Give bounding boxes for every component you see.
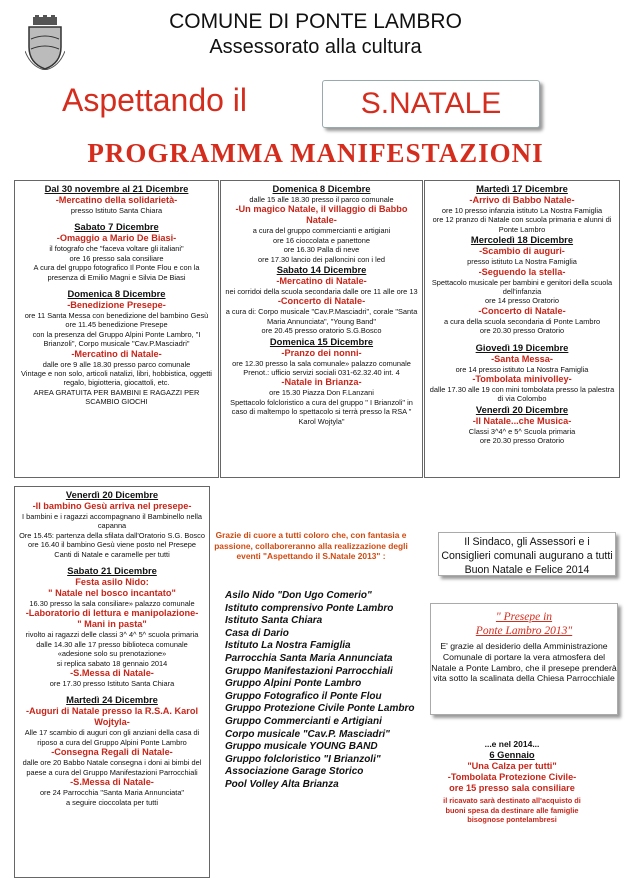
event-detail: A cura del gruppo fotografico Il Ponte Flou e con la presenza di Emilio Magni e Silvia De Biasi (33, 263, 200, 282)
event-title: -Mercatino della solidarietà- (55, 195, 178, 205)
collaborator-item: Istituto comprensivo Ponte Lambro (225, 602, 394, 614)
event-title: -S.Messa di Natale- (70, 777, 154, 788)
event-detail: ore 16 cioccolata e panettone (273, 235, 370, 245)
event-title: -Seguendo la stella- (478, 266, 566, 277)
collaborator-item: Gruppo Protezione Civile Ponte Lambro (225, 703, 415, 715)
event-detail: a seguire cioccolata per tutti (65, 797, 159, 807)
collaborator-item: Gruppo Alpini Ponte Lambro (225, 678, 362, 690)
event-detail: ore 20.30 presso Oratorio (479, 326, 565, 336)
event-date: Venerdì 20 Dicembre (65, 489, 159, 500)
natale-title-box: S.NATALE (322, 80, 540, 128)
event-detail: ore 12 pranzo di Natale con scuola primaria e alunni di Ponte Lambro (432, 215, 612, 234)
event-detail: ore 14 presso istituto La Nostra Famiglia (455, 364, 589, 374)
event-title: -Un magico Natale, il villaggio di Babbo Natale- (235, 204, 408, 226)
column-1 (14, 180, 219, 478)
event-detail: ore 16.40 il bambino Gesù viene posto nel Presepe (27, 540, 197, 550)
event-title: -Santa Messa- (491, 353, 553, 364)
event-date: Domenica 15 Dicembre (269, 335, 374, 347)
event-title: -Mercatino di Natale- (276, 276, 367, 287)
event-title: " Natale nel bosco incantato" (48, 588, 176, 599)
event-detail: a cura della scuola secondaria di Ponte Lambro (443, 316, 601, 326)
event-title: -Il bambino Gesù arriva nel presepe- (32, 501, 192, 511)
column-3 (424, 180, 620, 478)
event-detail: ore 16 presso sala consiliare (69, 253, 164, 263)
next-year-intro: ...e nel 2014... (484, 739, 540, 749)
event-detail: AREA GRATUITA PER BAMBINI E RAGAZZI PER SCAMBIO GIOCHI (33, 387, 200, 407)
event-detail: ore 20.45 presso oratorio S.G.Bosco (261, 326, 382, 336)
presepe-box (430, 603, 618, 715)
event-title: -Concerto di Natale- (478, 305, 566, 316)
event-detail: a cura del gruppo commercianti e artigiani (252, 226, 391, 236)
event-title: -Scambio di auguri- (479, 246, 565, 257)
event-title: -Tombolata minivolley- (472, 374, 572, 385)
event-detail: a cura di: Corpo musicale "Cav.P.Masciadri", corale "Santa Maria Annunciata", "Young Band" (225, 307, 418, 326)
collaborator-item: Gruppo Manifestazioni Parrocchiali (225, 665, 393, 677)
event-title: -Concerto di Natale- (277, 296, 366, 307)
event-detail: si replica sabato 18 gennaio 2014 (56, 658, 168, 668)
event-detail: Alle 17 scambio di auguri con gli anziani della casa di riposo a cura del Gruppo Alpini Ponte Lambro (24, 728, 200, 747)
event-date: Domenica 8 Dicembre (67, 288, 166, 300)
next-year-section (412, 740, 612, 825)
event-title: -Omaggio a Mario De Biasi- (56, 233, 177, 244)
event-detail: il fotografo che "faceva voltare gli italiani" (49, 244, 184, 254)
event-date: Domenica 8 Dicembre (272, 183, 371, 194)
presepe-body: E' grazie al desiderio della Amministrazione Comunale di portare la vera atmosfera del Natale a Ponte Lambro, che il presepe prenderà vita sotto la scalinata della Chiesa Parrocchiale (431, 641, 617, 684)
presepe-title-line2: Ponte Lambro 2013" (475, 625, 573, 637)
event-detail: dalle 17.30 alle 19 con mini tombolata presso la palestra di via Colombo (429, 385, 615, 404)
event-detail: Spettacolo folcloristico a cura del gruppo " I Brianzoli" in caso di maltempo lo spettacolo si terrà presso la RSA " Karol Wojtyla" (230, 397, 413, 426)
event-detail: nei corridoi della scuola secondaria dalle ore 11 alle ore 13 (225, 287, 418, 297)
column-4 (14, 486, 210, 878)
next-year-event-1: "Una Calza per tutti" (467, 761, 557, 772)
collaborator-item: Pool Volley Alta Brianza (225, 778, 339, 790)
event-detail: Spettacolo musicale per bambini e genitori della scuola dell'infanzia (431, 277, 613, 297)
presepe-title-line1: " Presepe in (495, 611, 553, 623)
collaborator-item: Parrocchia Santa Maria Annunciata (225, 652, 393, 664)
event-detail: ore 20.30 presso Oratorio (479, 436, 565, 446)
collaborator-item: Associazione Garage Storico (225, 766, 364, 778)
event-detail: 16.30 presso la sala consiliare» palazzo comunale (29, 599, 195, 609)
programma-title: PROGRAMMA MANIFESTAZIONI (87, 138, 544, 168)
event-detail: presso Istituto Santa Chiara (70, 206, 163, 215)
event-detail: dalle ore 9 alle 18.30 presso parco comunale (42, 359, 191, 369)
event-detail: rivolto ai ragazzi delle classi 3^ 4^ 5^ scuola primaria (25, 630, 199, 640)
event-title: " Mani in pasta" (77, 619, 147, 630)
collaborator-item: Asilo Nido "Don Ugo Comerio" (225, 590, 372, 601)
next-year-date: 6 Gennaio (489, 749, 535, 761)
event-title: -Auguri di Natale presso la R.S.A. Karol Wojtyla- (25, 706, 199, 728)
event-date: Venerdì 20 Dicembre (475, 403, 569, 415)
event-date: Sabato 7 Dicembre (74, 221, 159, 233)
collaborator-item: Istituto Santa Chiara (225, 615, 323, 627)
event-detail: ore 15.30 Piazza Don F.Lanzani (269, 388, 374, 398)
event-title: -Laboratorio di lettura e manipolazione- (25, 608, 199, 619)
department-title: Assessorato alla cultura (209, 36, 422, 58)
collaborator-item: Gruppo Fotografico il Ponte Flou (225, 690, 382, 702)
town-title: COMUNE DI PONTE LAMBRO (169, 10, 462, 33)
event-date: Giovedì 19 Dicembre (475, 341, 569, 353)
event-title: -S.Messa di Natale- (70, 668, 154, 679)
event-title: -Mercatino di Natale- (71, 348, 162, 359)
event-detail: ore 11.45 benedizione Presepe (65, 320, 168, 330)
next-year-event-2: -Tombolata Protezione Civile- (447, 772, 577, 783)
column-2 (220, 180, 423, 478)
event-detail: Ore 15.45: partenza della sfilata dall'Oratorio S.G. Bosco (19, 530, 205, 540)
event-date: Sabato 14 Dicembre (276, 264, 367, 276)
event-detail: dalle 14.30 alle 17 presso biblioteca comunale «adesione solo su prenotazione» (36, 639, 188, 659)
event-title: Festa asilo Nido: (75, 577, 149, 588)
greeting-box: Il Sindaco, gli Assessori e i Consiglieri comunali augurano a tutti Buon Natale e Felice 2014 (438, 532, 616, 576)
aspettando-title: Aspettando il (62, 82, 248, 118)
event-date: Mercoledì 18 Dicembre (470, 234, 574, 246)
event-title: -Pranzo dei nonni- (281, 347, 362, 358)
collaborator-item: Gruppo folcloristico "I Brianzoli" (225, 753, 381, 765)
event-detail: Canti di Natale e caramelle per tutti (54, 549, 170, 559)
event-title: -Benedizione Presepe- (67, 300, 166, 311)
event-title: -Arrivo di Babbo Natale- (469, 195, 575, 205)
event-date: Martedì 17 Dicembre (476, 183, 568, 194)
event-title: -Consegna Regali di Natale- (51, 747, 173, 758)
collaborator-item: Corpo musicale "Cav.P. Masciadri" (225, 728, 390, 740)
event-detail: ore 24 Parrocchia "Santa Maria Annunciata" (39, 788, 185, 798)
event-detail: ore 14 presso Oratorio (485, 296, 559, 306)
collaborator-item: Casa di Dario (225, 627, 289, 639)
thanks-text: Grazie di cuore a tutti coloro che, con fantasia e passione, collaboreranno alla realizzazione degli eventi "Aspettando il S.Natale 2013" : (214, 530, 408, 561)
event-detail: ore 10 presso infanzia istituto La Nostra Famiglia (441, 206, 603, 215)
next-year-event-3: ore 15 presso sala consiliare (449, 783, 575, 794)
event-detail: ore 12.30 presso la sala comunale» palazzo comunale (232, 358, 411, 368)
collaborator-item: Gruppo Commercianti e Artigiani (225, 715, 382, 727)
event-detail: ore 17.30 presso Istituto Santa Chiara (49, 679, 175, 689)
event-detail: ore 16.30 Palla di neve (283, 245, 360, 255)
event-detail: dalle 15 alle 18.30 presso il parco comunale (249, 195, 394, 204)
event-detail: ore 11 Santa Messa con benedizione del bambino Gesù (24, 311, 209, 321)
collaborators-list (225, 590, 414, 792)
event-detail: Classi 3^4^ e 5^ Scuola primaria (468, 426, 576, 436)
event-date: Martedì 24 Dicembre (66, 694, 158, 706)
event-title: -Il Natale...che Musica- (472, 415, 572, 426)
collaborator-item: Istituto La Nostra Famiglia (225, 640, 351, 652)
collaborator-item: Gruppo musicale YOUNG BAND (225, 741, 378, 753)
event-date: Sabato 21 Dicembre (67, 565, 157, 577)
event-detail: ore 17.30 lancio dei palloncini con i led (258, 254, 385, 264)
event-detail: dalle ore 20 Babbo Natale consegna i doni ai bimbi del paese a cura del Gruppo Manifestazioni Parrocchiali (22, 758, 202, 777)
event-detail: I bambini e i ragazzi accompagnano il Bambinello nella capanna (22, 512, 202, 531)
event-detail: Prenot.: ufficio servizi sociali 031-62.32.40 int. 4 (243, 368, 400, 378)
next-year-note: il ricavato sarà destinato all'acquisto di buoni spesa da destinare alle famiglie bisognose pontelambresi (443, 796, 581, 825)
event-detail: presso istituto La Nostra Famiglia (467, 257, 577, 267)
event-detail: Vintage e non solo, articoli natalizi, libri, hobbistica, oggetti regalo, bigiotteria, giocattoli, etc. (21, 369, 212, 388)
event-date: Dal 30 novembre al 21 Dicembre (44, 183, 189, 194)
event-title: -Natale in Brianza- (281, 377, 362, 388)
event-detail: con la presenza del Gruppo Alpini Ponte Lambro, "I Brianzoli", Corpo musicale "Cav.P.Masciadri" (32, 329, 201, 349)
